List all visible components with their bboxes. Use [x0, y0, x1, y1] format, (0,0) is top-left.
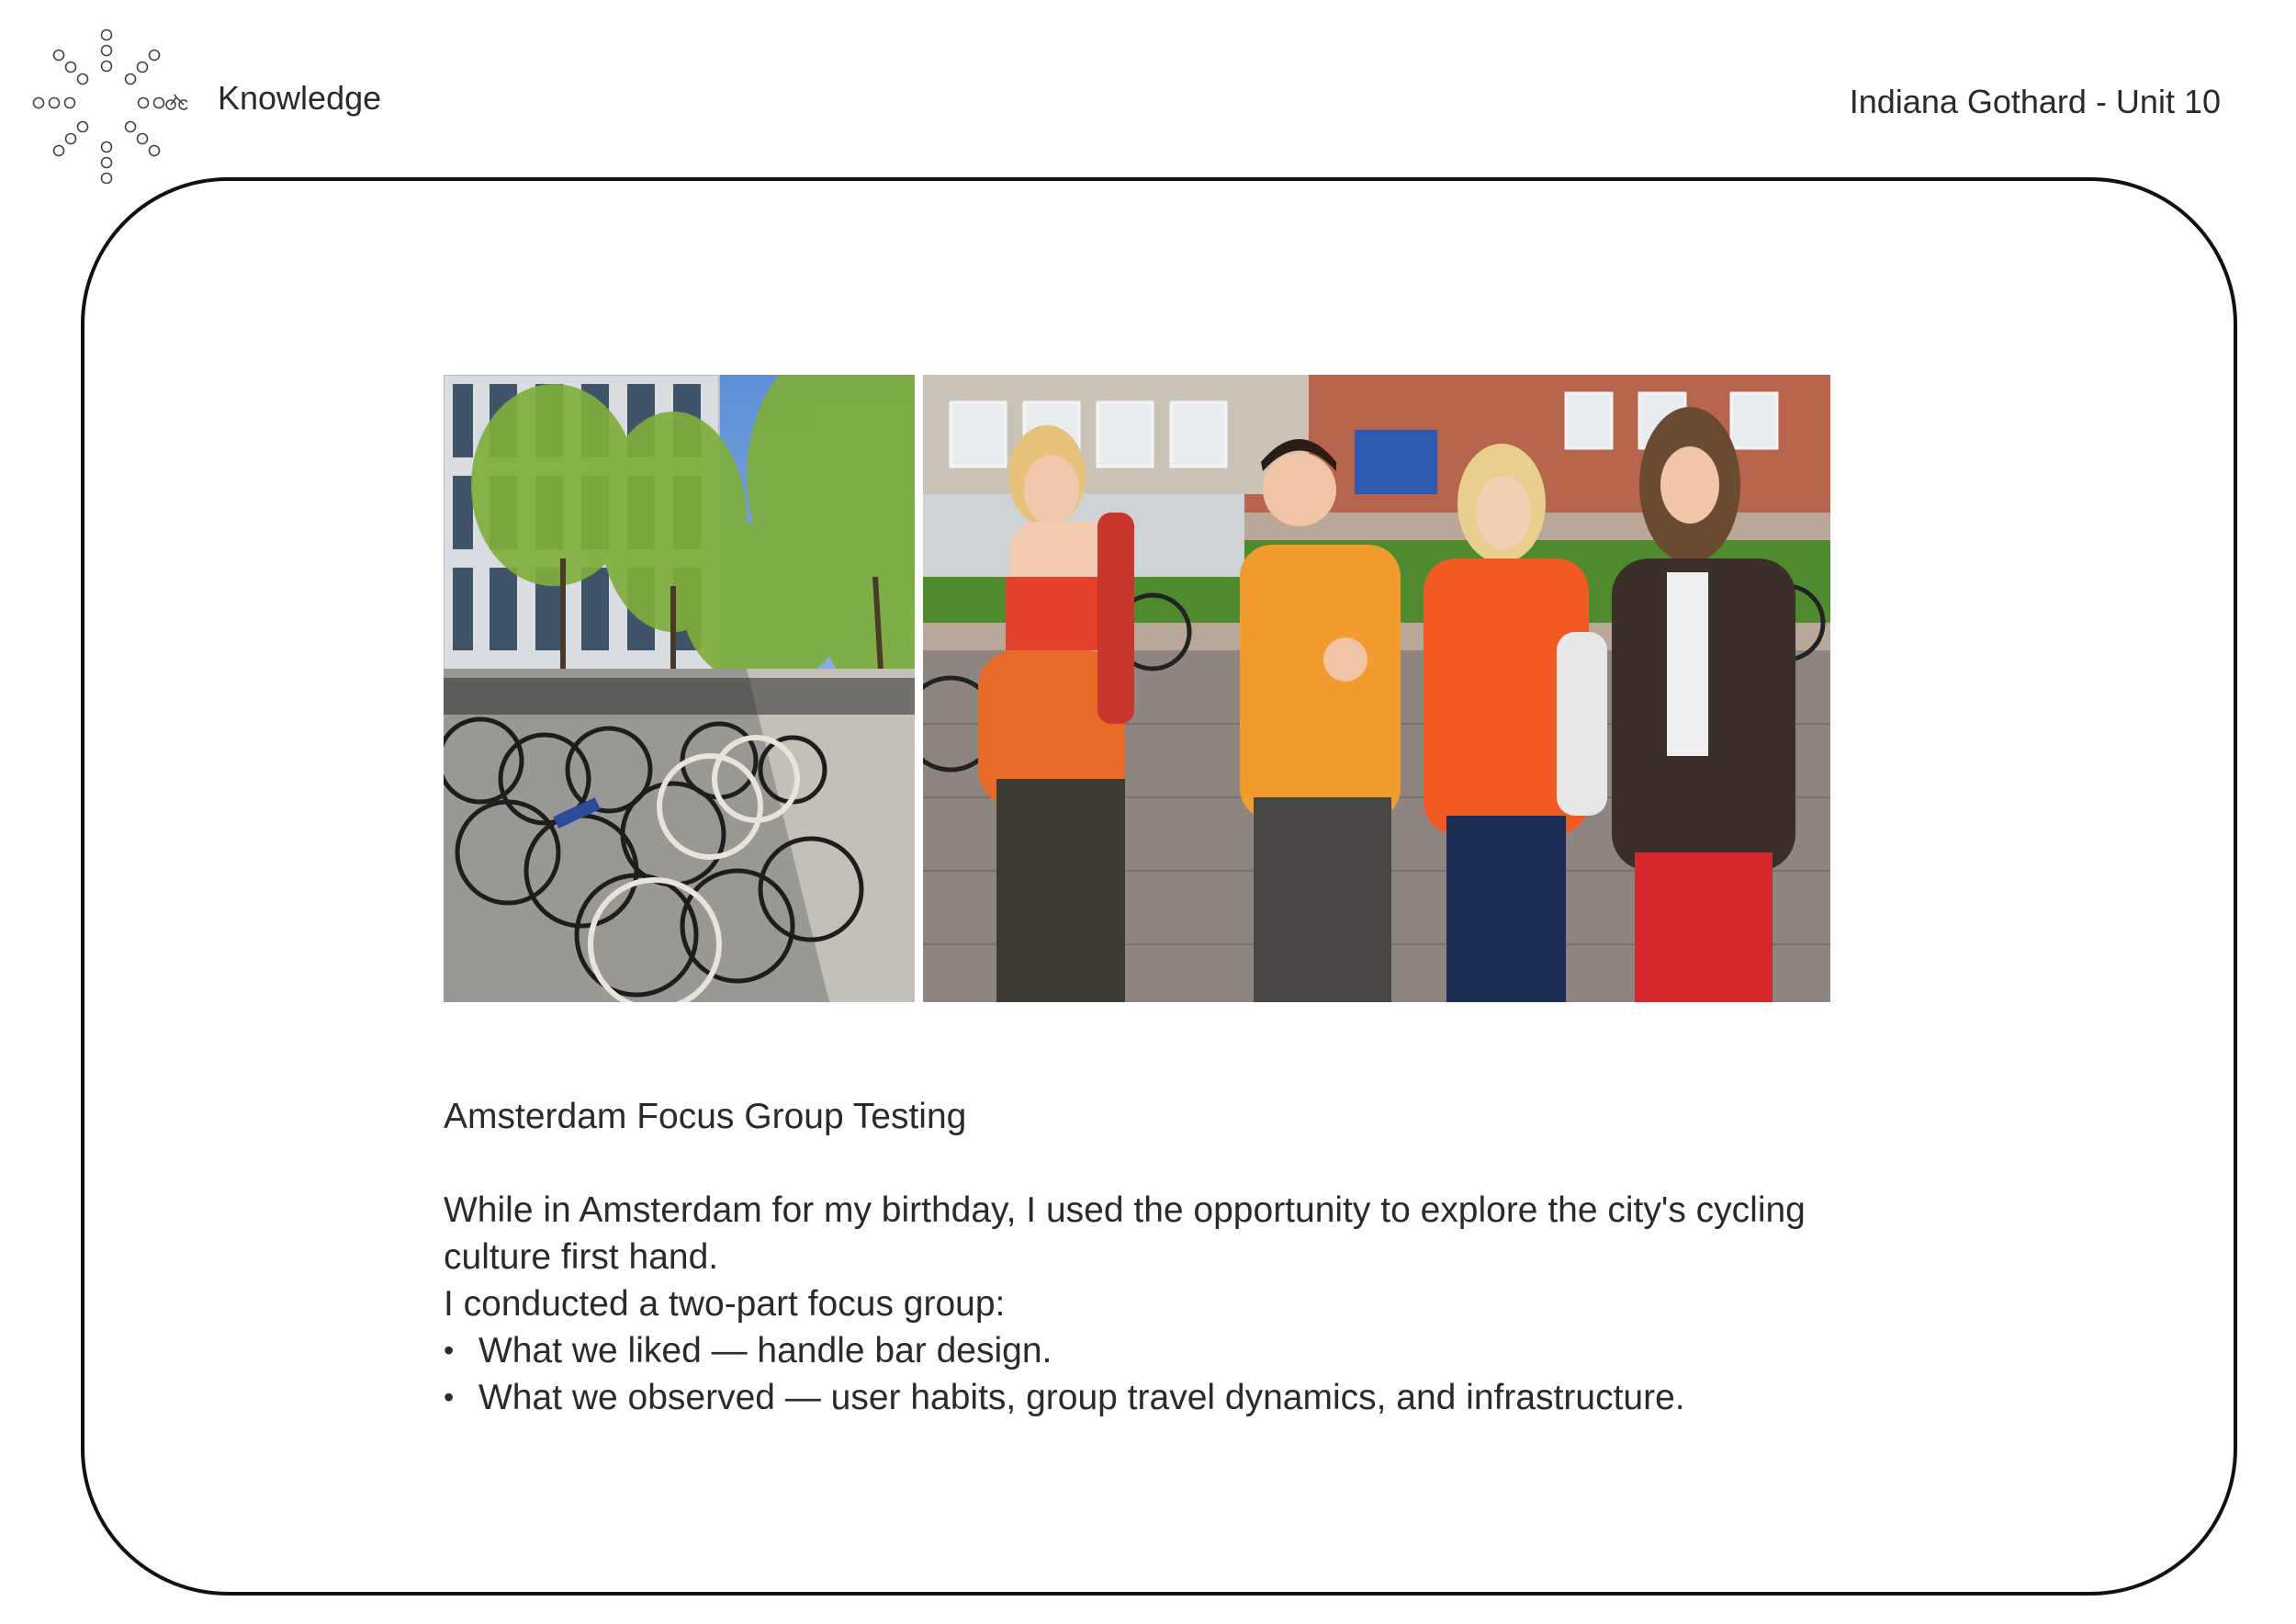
bicycles-photo: [444, 375, 915, 1002]
bicycle-icon: [166, 95, 187, 109]
section-label: Knowledge: [218, 79, 382, 117]
author-unit-label: Indiana Gothard - Unit 10: [1849, 83, 2221, 120]
method-paragraph: I conducted a two-part focus group:: [444, 1284, 1006, 1324]
findings-list: [444, 1327, 1840, 1421]
list-item: • What we liked — handle bar design.: [444, 1327, 1840, 1374]
description-block: [444, 1093, 1840, 1421]
logo-icon: [31, 28, 187, 184]
page-title: Amsterdam Focus Group Testing: [444, 1097, 967, 1136]
intro-paragraph: While in Amsterdam for my birthday, I used the opportunity to explore the city's cycling culture first hand.: [444, 1190, 1806, 1277]
list-item: • What we observed — user habits, group travel dynamics, and infrastructure.: [444, 1374, 1840, 1421]
focus-group-photo: [923, 375, 1830, 1002]
